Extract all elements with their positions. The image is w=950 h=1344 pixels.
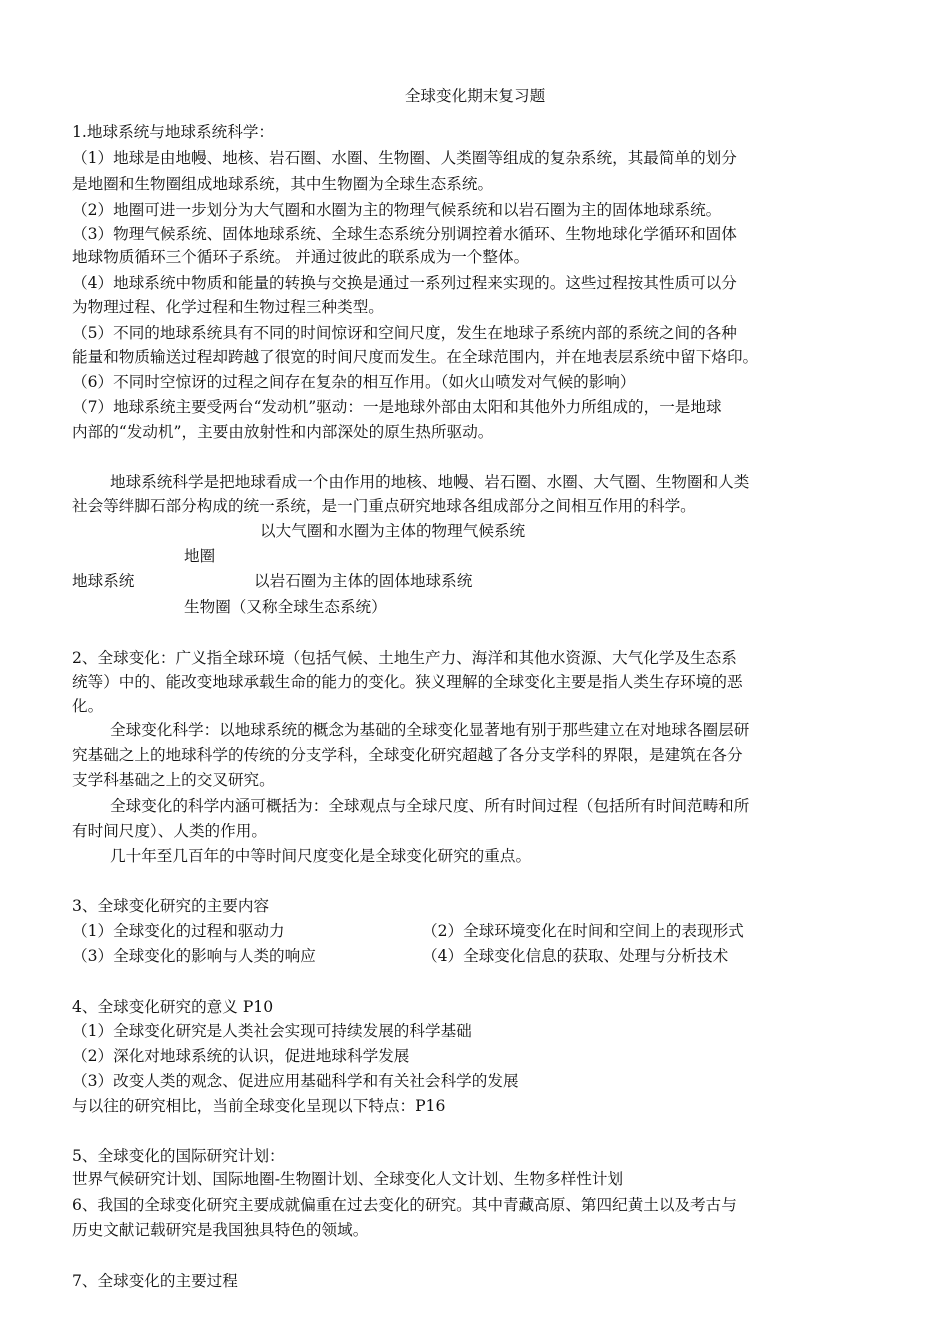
diagram-biosphere: 生物圈（又称全球生态系统）: [184, 598, 387, 616]
diagram-solid-earth: 以岩石圈为主体的固体地球系统: [254, 572, 473, 590]
paragraph-line: 化。: [72, 697, 104, 715]
section-4-heading: 4、全球变化研究的意义 P10: [72, 998, 274, 1016]
paragraph-line: 内部的“发动机”，主要由放射性和内部深处的原生热所驱动。: [72, 423, 494, 441]
page-title: 全球变化期末复习题: [404, 87, 546, 105]
section-2-line: 2、全球变化：广义指全球环境（包括气候、土地生产力、海洋和其他水资源、大气化学及生态系: [72, 649, 737, 667]
list-item: （2）深化对地球系统的认识，促进地球科学发展: [72, 1047, 410, 1065]
paragraph-line: （3）物理气候系统、固体地球系统、全球生态系统分别调控着水循环、生物地球化学循环和固体: [72, 225, 737, 243]
paragraph-line: （5）不同的地球系统具有不同的时间惊讶和空间尺度，发生在地球子系统内部的系统之间的各种: [72, 324, 737, 342]
paragraph-line: （6）不同时空惊讶的过程之间存在复杂的相互作用。（如火山喷发对气候的影响）: [72, 373, 636, 391]
paragraph-line: 历史文献记载研究是我国独具特色的领域。: [72, 1221, 369, 1239]
paragraph-line: 统等）中的、能改变地球承载生命的能力的变化。狭义理解的全球变化主要是指人类生存环境的恶: [72, 673, 743, 691]
paragraph-line: 为物理过程、化学过程和生物过程三种类型。: [72, 298, 384, 316]
paragraph-line: 几十年至几百年的中等时间尺度变化是全球变化研究的重点。: [110, 847, 532, 865]
paragraph-line: （7）地球系统主要受两台“发动机”驱动：一是地球外部由太阳和其他外力所组成的，一是地球: [72, 398, 722, 416]
section-3-heading: 3、全球变化研究的主要内容: [72, 897, 270, 915]
paragraph-line: 地球物质循环三个循环子系统。 并通过彼此的联系成为一个整体。: [72, 248, 530, 266]
paragraph-line: 世界气候研究计划、国际地圈-生物圈计划、全球变化人文计划、生物多样性计划: [72, 1170, 624, 1188]
paragraph-line: 社会等绊脚石部分构成的统一系统，是一门重点研究地球各组成部分之间相互作用的科学。: [72, 497, 696, 515]
section-1-heading: 1.地球系统与地球系统科学：: [72, 123, 275, 141]
list-item: （2）全球环境变化在时间和空间上的表现形式: [422, 922, 744, 940]
paragraph-line: 与以往的研究相比，当前全球变化呈现以下特点：P16: [72, 1097, 446, 1115]
paragraph-line: （2）地圈可进一步划分为大气圈和水圈为主的物理气候系统和以岩石圈为主的固体地球系统。: [72, 201, 722, 219]
list-item: （1）全球变化的过程和驱动力: [72, 922, 285, 940]
list-item: （3）全球变化的影响与人类的响应: [72, 947, 316, 965]
diagram-earth-system: 地球系统: [72, 572, 135, 590]
paragraph-line: 支学科基础之上的交叉研究。: [72, 771, 275, 789]
paragraph-line: 究基础之上的地球科学的传统的分支学科，全球变化研究超越了各分支学科的界限，是建筑在各分: [72, 746, 743, 764]
paragraph-line: 全球变化的科学内涵可概括为：全球观点与全球尺度、所有时间过程（包括所有时间范畴和所: [110, 797, 750, 815]
section-6-line: 6、我国的全球变化研究主要成就偏重在过去变化的研究。其中青藏高原、第四纪黄土以及考古与: [72, 1196, 737, 1214]
diagram-geosphere: 地圈: [184, 547, 216, 565]
paragraph-line: 能量和物质输送过程却跨越了很宽的时间尺度而发生。在全球范围内，并在地表层系统中留下烙印。: [72, 348, 759, 366]
paragraph-line: 地球系统科学是把地球看成一个由作用的地核、地幔、岩石圈、水圈、大气圈、生物圈和人类: [110, 473, 750, 491]
paragraph-line: 是地圈和生物圈组成地球系统，其中生物圈为全球生态系统。: [72, 175, 494, 193]
list-item: （3）改变人类的观念、促进应用基础科学和有关社会科学的发展: [72, 1072, 519, 1090]
paragraph-line: 全球变化科学：以地球系统的概念为基础的全球变化显著地有别于那些建立在对地球各圈层研: [110, 721, 750, 739]
list-item: （4）全球变化信息的获取、处理与分析技术: [422, 947, 729, 965]
paragraph-line: 有时间尺度）、人类的作用。: [72, 822, 267, 840]
paragraph-line: （4）地球系统中物质和能量的转换与交换是通过一系列过程来实现的。这些过程按其性质可以分: [72, 274, 737, 292]
diagram-physical-climate: 以大气圈和水圈为主体的物理气候系统: [260, 522, 526, 540]
paragraph-line: （1）地球是由地幔、地核、岩石圈、水圈、生物圈、人类圈等组成的复杂系统，其最简单的划分: [72, 149, 737, 167]
section-7-heading: 7、全球变化的主要过程: [72, 1272, 238, 1290]
section-5-heading: 5、全球变化的国际研究计划：: [72, 1147, 285, 1165]
list-item: （1）全球变化研究是人类社会实现可持续发展的科学基础: [72, 1022, 472, 1040]
